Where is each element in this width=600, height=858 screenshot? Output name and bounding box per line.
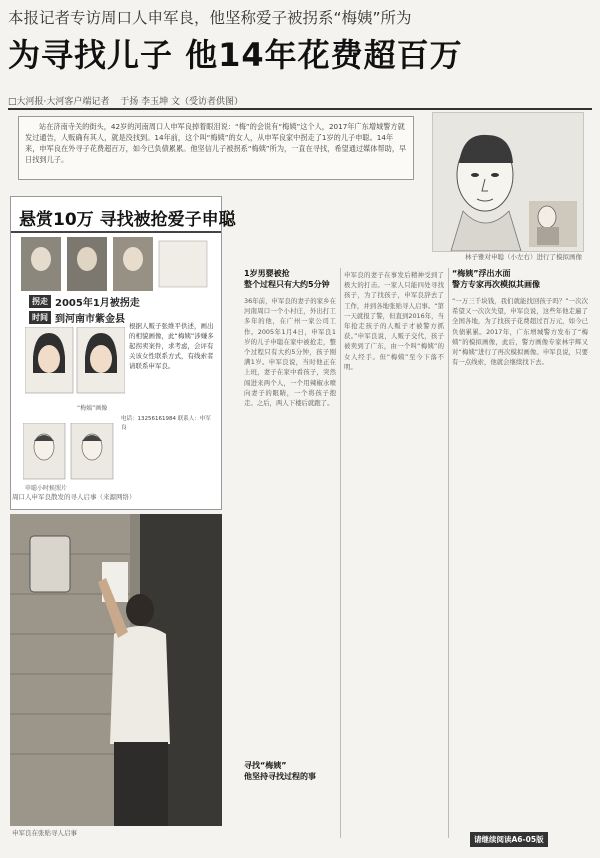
article-byline [8, 94, 251, 107]
photo-caption: 申军良在张贴寻人启事 [12, 829, 77, 837]
column-divider-2 [448, 268, 449, 838]
column3-body: “一万三千块钱，我们就能找回孩子吗？”一次次希望又一次次失望，申军良说，这些年他走遍了全国各地，为了找孩子花费超过百万元，如今已负债累累。2017年，广东增城警方发布了“梅姨”的模拟画像，此后，警方画像专家林宇辉又对“梅姨”进行了再次模拟画像。申军良说，只要有一点线索，他就会继续找下去。 [452, 297, 588, 367]
continued-note: 请继续阅读A6-05版 [470, 832, 548, 847]
column1-heading: 1岁男婴被抢 整个过程只有大约5分钟 [244, 269, 330, 289]
poster-caption: 周口人申军良散发的寻人启事（来源网络） [12, 493, 136, 501]
sketch-drawing [433, 113, 583, 251]
article-kicker: 本报记者专访周口人申军良，他坚称爱子被拐系“梅姨”所为 [8, 9, 412, 27]
poster-title: 悬赏10万 寻找被抢爱子申聪 [19, 210, 236, 230]
street-photo-drawing [10, 514, 222, 826]
poster-contact: 电话：13256161984 联系人：申军良 [121, 416, 211, 431]
article-headline: 为寻找儿子 他14年花费超百万 [8, 36, 463, 74]
column1-subheading: 寻找“梅姨” 他坚持寻找过程的事 [244, 761, 316, 781]
street-photo [10, 514, 222, 826]
lead-text: 站在济南寺关的街头，42岁的河南周口人申军良掉着眼泪说：“梅”的会说有“梅姨”这个人，2017年广东增城警方就发过通告，人贩确有其人，就是没找到。14年前，这个叫“梅姨”的女人，从申军良家中拐走了1岁的儿子申聪。14年来，申军良在外寻子花费超百万，如今已负债累累。他坚信儿子被拐系“梅姨”所为，一直在寻找，希望通过媒体帮助，早日找到儿子。 [25, 122, 407, 164]
poster-rule [11, 231, 221, 233]
child-photos [21, 237, 211, 293]
place-label: 时间 [29, 311, 51, 324]
meiyi-portraits [25, 327, 125, 401]
sketch-caption: 林子雅对申聪（小左右）进行了模拟画像 [465, 253, 582, 261]
lead-box [18, 116, 414, 180]
headline-rule [8, 108, 592, 110]
column1-body: 36年前，申军良的妻子的家乡在河南周口一个小村庄，外出打工多年的他，在广州一家公司工作。2005年1月4日，申军良1岁的儿子申聪在家中被抢走，整个过程只有大约5分钟，孩子刚满1岁。申军良说，当时他正在上班，妻子在家中看孩子，突然闯进来两个人，一个用辣椒水喷向妻子的眼睛，一个将孩子抱走。之后，两人下楼后就跑了。 [244, 297, 336, 408]
column2-body: 申军良的妻子在事发后精神受到了极大的打击。一家人只能四处寻找孩子，为了找孩子，申军良辞去了工作，并到各地张贴寻人启事。“第一天就报了警，但直到2016年，当年抢走孩子的人贩子才被警方抓获。”申军良说，人贩子交代，孩子被卖到了广东，由一个叫“梅姨”的女人经手。但“梅姨”至今下落不明。 [344, 271, 444, 371]
portrait-caption: “梅姨”画像 [77, 405, 108, 412]
poster-body: 根据人贩子张维平供述，画出的相貌画像，此“梅姨”涉嫌多起拐卖案件，求考虑，会评有关该女性联系方式，有线索者请联系申军良。 [129, 322, 214, 370]
child-caption: 申聪小时候照片 [25, 485, 68, 492]
sketch-thumbnails [23, 423, 115, 483]
reward-poster [10, 196, 236, 510]
byline-source: □大河报·大河客户端记者 [8, 97, 110, 107]
place-value: 到河南市紫金县 [55, 313, 125, 325]
missing-label: 拐走 [29, 295, 51, 308]
column3-heading: “梅姨”浮出水面 警方专家再次模拟其画像 [452, 269, 540, 289]
missing-row [29, 293, 209, 309]
missing-value: 2005年1月被拐走 [55, 297, 140, 309]
column-divider-1 [340, 268, 341, 838]
byline-author: 于扬 李玉坤 文（受访者供图） [120, 97, 243, 107]
suspect-sketch-image [432, 112, 584, 252]
